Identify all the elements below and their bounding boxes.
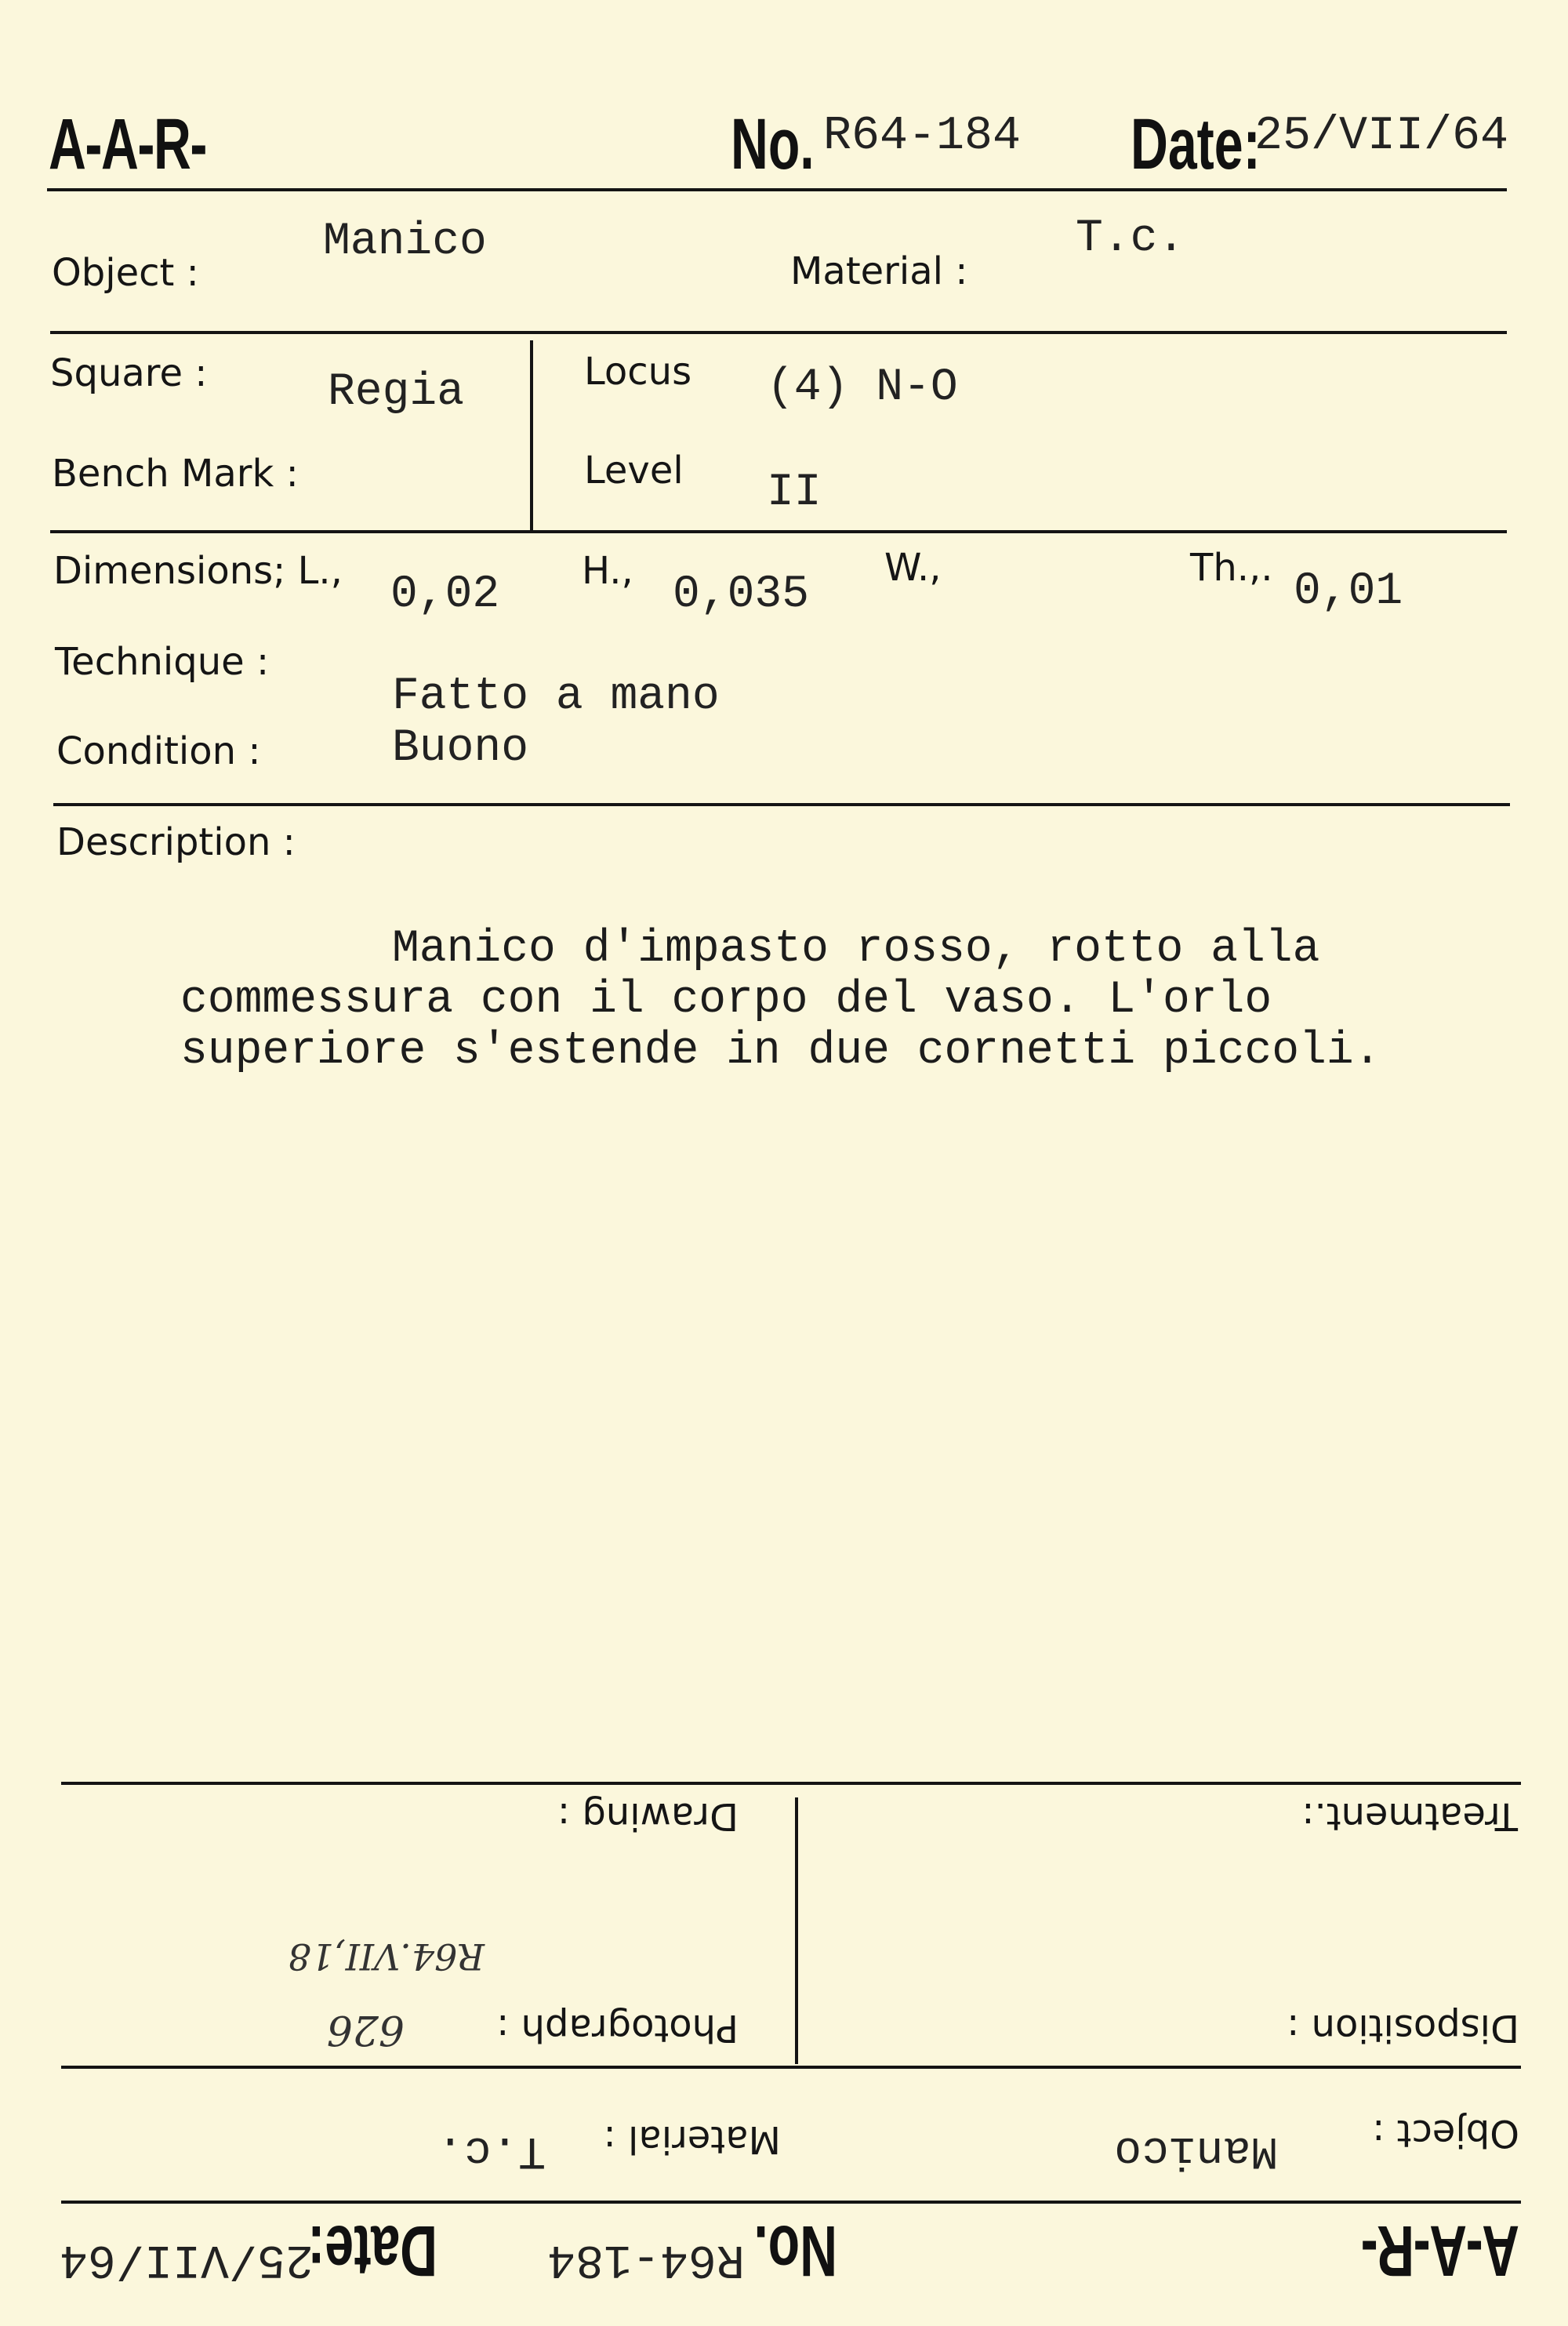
stub-header-date-label: Date: [307,2211,437,2291]
divider-condition [53,803,1510,806]
header-date-label: Date: [1131,104,1261,184]
level-value: II [767,467,822,518]
dimensions-h-value: 0,035 [673,569,810,620]
description-label: Description : [56,820,296,864]
dimensions-h-label: H., [582,549,633,593]
square-value: Regia [328,367,465,418]
stub-divider-bottom [61,1782,1521,1785]
stub-photograph-note: R64.VII,18 [288,1935,485,1978]
stub-treatment-label: Treatment.: [1301,1794,1518,1838]
record-stub-inverted [0,1615,1568,2326]
header-org: A-A-R- [49,104,207,184]
locus-value: (4) N-O [767,362,958,413]
header-date-value: 25/VII/64 [1254,110,1509,163]
object-label: Object : [52,251,199,295]
technique-label: Technique : [55,640,270,684]
stub-header-no-value: R64-184 [546,2232,745,2285]
stub-photograph-label: Photograph : [496,2006,739,2050]
stub-drawing-label: Drawing : [557,1794,739,1838]
locus-label: Locus [584,350,692,394]
dimensions-label: Dimensions; L., [53,549,343,593]
technique-value: Fatto a mano [392,671,720,722]
stub-header-date-value: 25/VII/64 [59,2232,314,2285]
dimensions-th-label: Th.,. [1190,546,1273,590]
stub-divider-vertical [795,1797,798,2064]
divider-square-locus [530,340,533,530]
dimensions-th-value: 0,01 [1294,566,1403,617]
object-value: Manico [323,216,487,267]
description-line-3: superiore s'estende in due cornetti piccoli. [180,1026,1381,1077]
header-no-label: No. [731,104,815,184]
dimensions-w-label: W., [884,546,942,590]
stub-object-value: Manico [1114,2124,1278,2175]
material-value: T.c. [1076,213,1185,264]
condition-label: Condition : [56,729,261,773]
stub-divider-object [61,2066,1521,2069]
stub-photograph-value: 626 [326,2006,405,2053]
stub-material-value: T.c. [436,2124,546,2175]
level-label: Level [584,449,684,492]
stub-material-label: Material : [603,2117,781,2161]
stub-header-org: A-A-R- [1361,2211,1519,2291]
divider-header [47,188,1507,191]
stub-disposition-label: Disposition : [1287,2006,1519,2050]
stub-object-label: Object : [1372,2111,1519,2155]
description-line-2: commessura con il corpo del vaso. L'orlo [180,975,1272,1026]
stub-header-no-label: No. [753,2211,837,2291]
description-line-1: Manico d'impasto rosso, rotto alla [392,924,1320,975]
divider-locus [50,530,1507,533]
bench-mark-label: Bench Mark : [52,452,299,496]
dimensions-l-value: 0,02 [390,569,500,620]
condition-value: Buono [392,723,529,774]
stub-divider-header [61,2201,1521,2204]
divider-object [50,331,1507,334]
header-no-value: R64-184 [823,110,1022,163]
material-label: Material : [790,249,968,293]
square-label: Square : [50,351,208,395]
